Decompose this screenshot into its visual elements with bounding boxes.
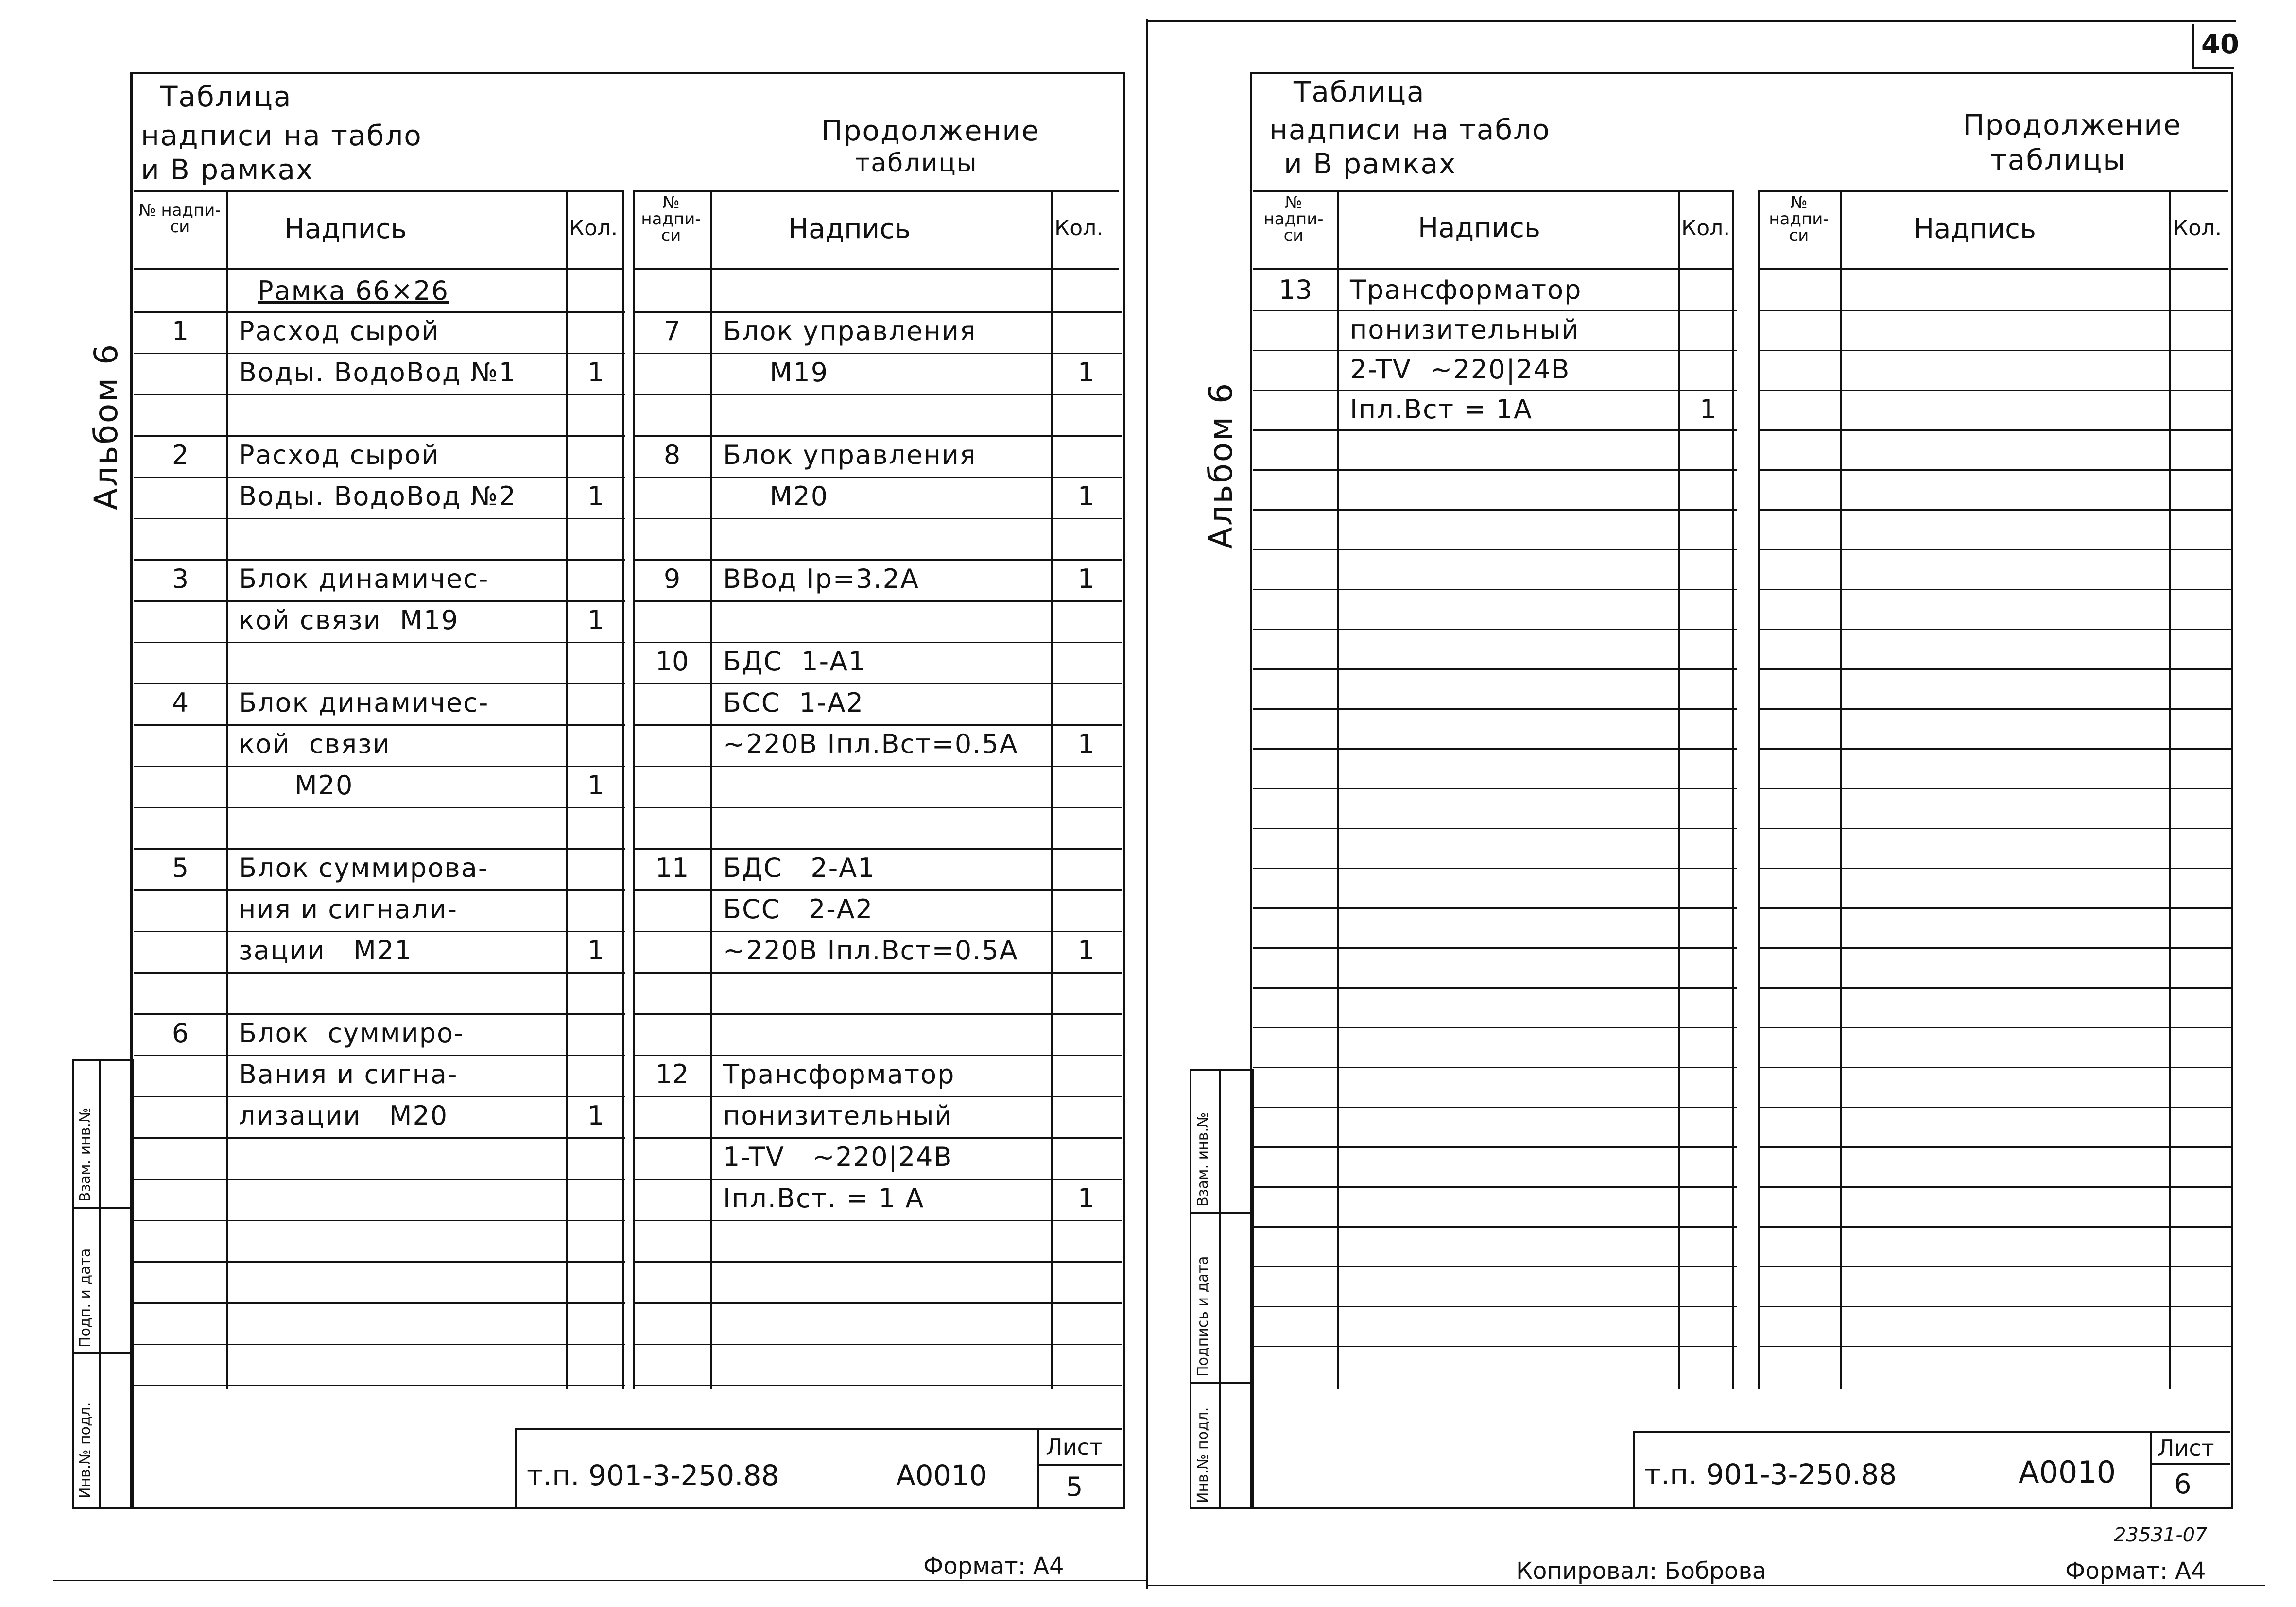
row-qty: 1 — [587, 605, 604, 635]
stamp-label: Взам. инв.№ — [77, 1107, 94, 1202]
row-text: понизительный — [1350, 314, 1580, 345]
row-line — [1758, 1346, 2232, 1347]
row-text: лизации М20 — [239, 1100, 449, 1131]
row-text: Блок управления — [723, 440, 977, 470]
col-text-header: Надпись — [1914, 213, 2036, 245]
format-label: Формат: А4 — [923, 1553, 1064, 1580]
row-text: Блок суммирова- — [239, 853, 489, 883]
row-line — [1253, 1226, 1737, 1228]
title-line-1: Таблица — [160, 80, 292, 113]
row-line — [1758, 469, 2232, 471]
row-qty: 1 — [1077, 729, 1095, 759]
col-qty-header: Кол. — [1681, 216, 1730, 240]
row-line — [1758, 947, 2232, 949]
row-line — [1253, 1266, 1737, 1267]
row-line — [1253, 1067, 1737, 1068]
row-qty: 1 — [1077, 1183, 1095, 1214]
row-line — [1758, 1146, 2232, 1148]
row-text: Блок суммиро- — [239, 1018, 465, 1048]
album-label: Альбом 6 — [87, 342, 125, 510]
row-line — [1758, 310, 2232, 311]
copied-by: Копировал: Боброва — [1516, 1557, 1767, 1585]
row-line — [1758, 1226, 2232, 1228]
row-number: 7 — [663, 316, 681, 346]
row-line — [1253, 350, 1737, 351]
row-line — [1253, 987, 1737, 989]
doc-code: т.п. 901-3-250.88 — [1644, 1458, 1897, 1491]
row-text: М20 — [239, 770, 354, 801]
row-text: Блок управления — [723, 316, 977, 346]
row-line — [1253, 629, 1737, 630]
row-line — [1758, 668, 2232, 670]
continuation-line-2: таблицы — [855, 149, 978, 178]
col-no-header: № надпи- си — [1769, 193, 1829, 245]
row-text: Блок динамичес- — [239, 564, 489, 594]
sheet-number: 5 — [1066, 1471, 1083, 1502]
row-text: Воды. ВодоВод №2 — [239, 481, 517, 512]
doc-code: т.п. 901-3-250.88 — [527, 1459, 779, 1492]
row-line — [1758, 868, 2232, 869]
format-label: Формат: А4 — [2065, 1557, 2206, 1585]
row-qty: 1 — [587, 481, 604, 512]
row-line — [1253, 589, 1737, 590]
right-stamp-strip — [1190, 1069, 1254, 1509]
row-line — [1758, 828, 2232, 829]
row-text: БСС 2-А2 — [723, 894, 874, 924]
col-no-header: № надпи- си — [1263, 193, 1324, 245]
continuation-line-1: Продолжение — [1963, 108, 2182, 141]
row-line — [1758, 589, 2232, 590]
row-line — [1253, 907, 1737, 909]
row-text: Iпл.Вст. = 1 А — [723, 1183, 925, 1214]
row-number: 1 — [172, 316, 189, 346]
right-table-2 — [1758, 190, 2228, 1389]
sheet-number: 6 — [2174, 1469, 2192, 1500]
col-text-header: Надпись — [788, 213, 911, 245]
row-line — [1758, 788, 2232, 789]
col-no-header: № надпи- си — [138, 201, 221, 237]
row-text: кой связи — [239, 729, 391, 759]
row-line — [1253, 788, 1737, 789]
row-qty: 1 — [587, 1100, 604, 1131]
row-line — [1758, 1107, 2232, 1108]
row-text: ~220В Iпл.Вст=0.5А — [723, 729, 1019, 759]
col-qty-header: Кол. — [2173, 216, 2222, 240]
album-label: Альбом 6 — [1202, 381, 1240, 549]
stamp-label: Подпись и дата — [1194, 1256, 1211, 1377]
row-line — [1253, 1146, 1737, 1148]
sheet-label: Лист — [1046, 1434, 1103, 1460]
row-text: ВВод Iр=3.2А — [723, 564, 919, 594]
title-line-2: надписи на табло — [141, 119, 422, 152]
row-line — [1253, 748, 1737, 750]
row-line — [1253, 947, 1737, 949]
row-text: Вания и сигна- — [239, 1059, 458, 1090]
row-line — [1758, 987, 2232, 989]
row-line — [1253, 469, 1737, 471]
page-number: 40 — [2201, 29, 2239, 60]
row-line — [1253, 868, 1737, 869]
row-line — [1253, 708, 1737, 710]
row-line — [1758, 907, 2232, 909]
row-line — [1253, 549, 1737, 550]
row-line — [1758, 1027, 2232, 1028]
row-text: 1-TV ~220|24В — [723, 1142, 953, 1172]
doc-mark: А0010 — [2019, 1454, 2116, 1490]
row-line — [1253, 828, 1737, 829]
row-text: БДС 1-А1 — [723, 646, 866, 677]
doc-mark: А0010 — [896, 1459, 987, 1492]
col-qty-header: Кол. — [1054, 216, 1104, 240]
row-text: 2-TV ~220|24В — [1350, 354, 1571, 385]
row-line — [1758, 549, 2232, 550]
row-line — [1253, 429, 1737, 431]
row-qty: 1 — [587, 357, 604, 388]
row-line — [1253, 390, 1737, 391]
row-qty: 1 — [1077, 357, 1095, 388]
row-number: 6 — [172, 1018, 189, 1048]
row-text: зации М21 — [239, 935, 413, 966]
row-text: М19 — [723, 357, 829, 388]
row-qty: 1 — [1699, 394, 1717, 425]
row-line — [1253, 1027, 1737, 1028]
col-text-header: Надпись — [1418, 212, 1540, 244]
row-text: М20 — [723, 481, 829, 512]
sheet-label: Лист — [2158, 1435, 2214, 1461]
row-text: ~220В Iпл.Вст=0.5А — [723, 935, 1019, 966]
row-text: Блок динамичес- — [239, 687, 489, 718]
continuation-line-1: Продолжение — [821, 114, 1040, 147]
row-line — [1253, 1107, 1737, 1108]
col-no-header: № надпи- си — [641, 193, 701, 245]
right-title-block — [1633, 1431, 2230, 1507]
row-line — [1758, 708, 2232, 710]
col-text-header: Надпись — [284, 213, 407, 245]
row-qty: 1 — [587, 935, 604, 966]
stamp-label: Инв.№ подл. — [77, 1402, 94, 1498]
row-line — [1253, 509, 1737, 511]
row-line — [1758, 629, 2232, 630]
row-qty: 1 — [1077, 564, 1095, 594]
row-text: Расход сырой — [239, 440, 440, 470]
row-line — [1253, 668, 1737, 670]
row-number: 10 — [655, 646, 689, 677]
row-line — [1253, 1186, 1737, 1188]
row-number: 13 — [1278, 274, 1312, 305]
row-number: 12 — [655, 1059, 689, 1090]
row-number: 3 — [172, 564, 189, 594]
row-line — [1758, 509, 2232, 511]
row-text: Трансформатор — [1350, 274, 1582, 305]
row-number: 4 — [172, 687, 189, 718]
right-table-1 — [1253, 190, 1734, 1389]
row-text: Расход сырой — [239, 316, 440, 346]
row-text: понизительный — [723, 1100, 953, 1131]
row-number: 9 — [663, 564, 681, 594]
title-line-1: Таблица — [1294, 75, 1425, 108]
row-text: Iпл.Вст = 1А — [1350, 394, 1533, 425]
continuation-line-2: таблицы — [1990, 143, 2126, 176]
row-number: 5 — [172, 853, 189, 883]
row-line — [1253, 1306, 1737, 1307]
col-qty-header: Кол. — [569, 216, 618, 240]
row-qty: 1 — [1077, 481, 1095, 512]
row-line — [1253, 1346, 1737, 1347]
title-line-2: надписи на табло — [1269, 113, 1551, 146]
row-number: 2 — [172, 440, 189, 470]
row-text: Воды. ВодоВод №1 — [239, 357, 517, 388]
row-line — [1758, 1186, 2232, 1188]
row-line — [1253, 310, 1737, 311]
row-line — [1758, 350, 2232, 351]
row-line — [1758, 1266, 2232, 1267]
frame-label: Рамка 66×26 — [258, 275, 449, 306]
row-text: кой связи М19 — [239, 605, 459, 635]
archive-number: 23531-07 — [2114, 1524, 2208, 1546]
row-line — [1758, 429, 2232, 431]
row-line — [1758, 1067, 2232, 1068]
row-line — [1758, 1306, 2232, 1307]
row-text: БСС 1-А2 — [723, 687, 864, 718]
stamp-label: Подп. и дата — [77, 1248, 94, 1348]
row-text: БДС 2-А1 — [723, 853, 876, 883]
row-text: ния и сигнали- — [239, 894, 458, 924]
row-number: 8 — [663, 440, 681, 470]
row-line — [1758, 748, 2232, 750]
stamp-label: Взам. инв.№ — [1194, 1112, 1211, 1207]
title-line-3: и В рамках — [141, 153, 314, 186]
row-text: Трансформатор — [723, 1059, 955, 1090]
title-line-3: и В рамках — [1284, 147, 1457, 180]
stamp-label: Инв.№ подл. — [1194, 1407, 1211, 1503]
row-number: 11 — [655, 853, 689, 883]
row-qty: 1 — [587, 770, 604, 801]
row-line — [1758, 390, 2232, 391]
row-qty: 1 — [1077, 935, 1095, 966]
